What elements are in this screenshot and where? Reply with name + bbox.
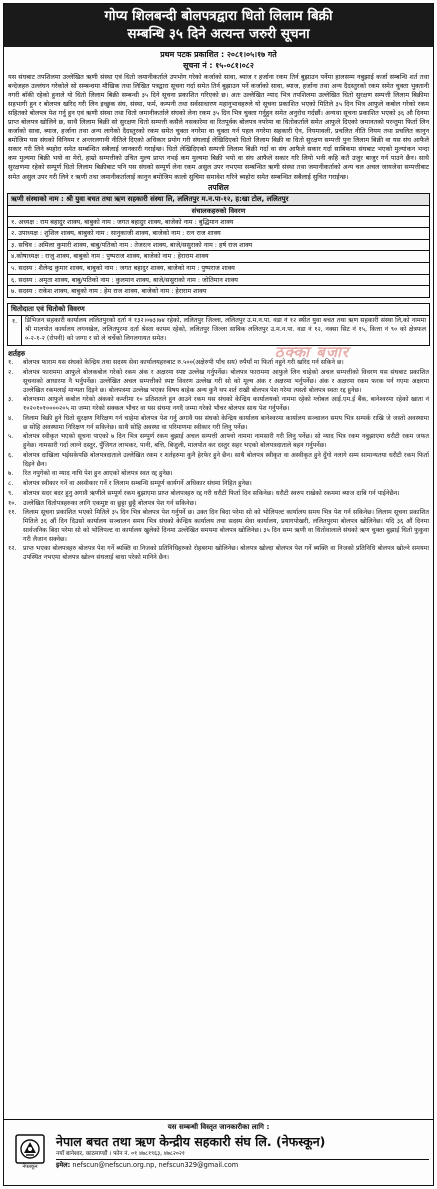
borrower-title: ऋणी संस्थाको नाम : श्री युवा बचत तथा ऋण सहकारी संस्था लि, ललितपुर म.न.पा-१२, ह:खा टोल, ललितपुर (8, 194, 429, 206)
footer-body (4, 1132, 433, 1171)
term-item (4, 452, 433, 471)
term-number: ६. (8, 451, 14, 459)
watermark-text: ठक्का बजार (274, 342, 349, 361)
term-text: बोलपत्र स्वीकृत भएको सूचना पाएको ७ दिन भित्र सम्पुर्ण रकम बुझाई अचल सम्पत्ती आफ्नो नाममा नामसारी गरी लिनु पर्नेछ। सो म्याद भित्र रकम नबुझाएमा धरौटी रकम जफत हुनेछ। नामसारी गर्दा लाग्ने दस्तुर, पुँजिगत लाभकर, पानी, बत्ति, बिजुली, मालपोत कर दस्तुर सहर भएको बोलपत्रदाताले बहन गर्नुपर्नेछ। (23, 433, 429, 450)
term-number: ७. (8, 470, 14, 478)
borrower-box (7, 193, 430, 298)
term-text: उल्लेखित धितोपत्रहरुका लागि एकमुष्ट वा छुट्टा छुट्टै बोलपत्र पेश गर्न सकिनेछ। (23, 499, 197, 507)
notice-meta (4, 47, 433, 71)
term-text: प्राप्त भएका बोलपत्रहरु बोलपत्र पेश गर्ने ब्यक्ति वा निजको प्रतिनिधिहरुको रोहबरमा खोलिनेछ। बोलपत्र खोल्दा बोलपत्र पेश गर्ने ब्यक्ति वा निजको प्रतिनिधि बोलपत्र खोल्ने समयमा उपस्थित नभएमा बोलपत्र खोल्न संघलाई बाधा परेको मानिने छैन। (23, 545, 429, 562)
terms-list (4, 359, 433, 564)
term-item (4, 545, 433, 564)
term-item (4, 369, 433, 396)
term-number: २. (8, 369, 14, 377)
term-item (4, 480, 433, 490)
term-number: ५. (8, 433, 14, 441)
terms-heading: शर्तहरु (8, 349, 26, 359)
term-text: बोलपत्र दाखिला भईसकेपछि बोलपत्रदाताले उल्लेखित रकम र शर्तहरुमा कुनै हेरफेर हुने छैन। साथै बोलपत्र स्वीकृत वा अस्वीकृत हुने दुँगो नलागे सम्म सामान्यतया धरौटी रकम फिर्ता दिइने छैन। (23, 451, 429, 468)
term-item (4, 433, 433, 452)
term-item (4, 396, 433, 415)
term-item (4, 509, 433, 545)
term-item (4, 470, 433, 480)
organization-name: नेपाल बचत तथा ऋण केन्द्रीय सहकारी संघ लि. (नेफस्कून) (56, 1134, 326, 1149)
notice-number: सूचना नं : १५-०८१।०८२ (183, 61, 254, 70)
term-number: ३. (8, 396, 14, 404)
collateral-text-cell (22, 316, 429, 361)
term-number: १. (8, 359, 14, 367)
term-item (4, 500, 433, 510)
first-published-date: प्रथम पटक प्रकाशित : २०८१।०५।१७ गते (160, 50, 277, 59)
contact-heading: यस सम्बन्धी विस्तृत जानकारीका लागि : (164, 1122, 274, 1132)
director-row: ७. सदस्य : राकेश शाक्य, बाबुको नाम : हेम राज शाक्य, बाजेको नाम : हेराराम शाक्य (11, 287, 207, 296)
term-item (4, 359, 433, 369)
collateral-title: धितोदाता एवं धितोको विवरण (8, 304, 429, 316)
contact-footer (4, 1119, 433, 1185)
term-text: लिलाम सूचना प्रकाशित भएको मितिले ३५ दिन भित्र बोलपत्र पेश गर्नुपर्ने छ। उक्त दिन बिदा परेमा सो को भोलिपल्ट कार्यालय समय भित्र पेश गर्न सकिनेछ। लिलाम सूचना प्रकाशित मितिले ३६ औं दिन दिउसो कार्यालय सञ्चालन समय भित्र संघको केन्द्रिय कार्यालय तथा सदस्य सेवा कार्यालय, प्रयागपोखरी, ललितपुरमा बोलपत्र खोलिनेछ। यदि ३६ औं दिनमा सार्वजनिक बिदा परेमा सो को भोलिपल्ट वा कार्यालय खुलेको दिनमा उल्लेखित समयमा बोलपत्र खोलिनेछ। ३५ दिन सम्म ऋणी वा धितोवालाले संघको ऋण चुक्ता बुझाई धितो फुकुवा गरी लैजान सक्नेछ। (23, 509, 429, 543)
notice-page (3, 3, 434, 1186)
term-number: १०. (8, 499, 17, 507)
nefscun-logo-icon (15, 1134, 45, 1164)
director-row: ४.कोषाध्यक्ष : राजु शाक्य, बाबुको नाम : पुष्पराज शाक्य, बाजेको नाम : हेराराम शाक्य (8, 251, 429, 263)
collateral-text: डिभिजन सहकारी कार्यालय ललितपुरको दर्ता नं १३२।०७३।७४ रहेको, ललितपुर जिल्ला, ललितपुर उ.म.न.पा. वडा नं १२ स्थीत युवा बचत तथा ऋण सहकारी संस्था लि,को नाममा श्री मालपोत कार्यालय लगनखेल, ललितपुरमा दर्ता श्रेस्ता कायम रहेको, ललितपुर जिल्ला साबिक ललितपुर उ.म.न.पा. वडा नं १२, नक्सा सिट नं १५, कित्ता नं ९० को क्षेत्रफल ०-२-१-२ (रोपनी) को जग्गा र सो ले चर्चेको लिगलगायत समेत। (25, 316, 426, 342)
footer-details (50, 1134, 429, 1171)
term-text: रित नपुगेको वा म्याद नाघि पेश हुन आएको बोलपत्र स्वत रद्द हुनेछ। (23, 470, 173, 478)
directors-heading: संचालकहरुको विवरण (8, 206, 429, 217)
term-number: १२. (8, 545, 17, 553)
email-label: इमेल: (56, 1161, 71, 1169)
term-item (4, 490, 433, 500)
term-text: बोलपत्र स्वीकार गर्ने वा अस्वीकार गर्ने र लिलाम सम्बन्धि सम्पूर्ण कार्यगर्ने अधिकार संघमा निहित हुनेछ। (23, 480, 252, 488)
tapasil-heading: तपशिल (208, 182, 229, 192)
notice-title-line1: गोप्य शिलबन्दी बोलपत्रद्वारा धितो लिलाम बिक्री (104, 8, 333, 24)
term-text: लिलाम बिक्री हुने धितो सुरक्षण निरिक्षण गर्न चाहेमा बोलपत्र पेश गर्नु अगावै यस संघको केन्द्रिय कार्यालय बानेश्वरमा कार्यालय सञ्चालन समय भित्र सम्पर्क राखि जे जस्तो अवस्थामा छ सोहि अवस्थामा निरिक्षण गर्न सकिनेछ। साथै सोहि अवस्था वा परिमाणमा स्वीकार गरी लिनु पर्नेछ। (23, 414, 429, 431)
term-number: ११. (8, 509, 17, 517)
term-item (4, 415, 433, 434)
director-row: ५. सदस्य : शैलेन्द्र कुमार शाक्य, बाबुको नाम : जगत बहादुर शाक्य, बाजेको नाम : पुष्पराज शाक्य (8, 263, 429, 275)
organization-email (56, 1160, 429, 1171)
notice-header (4, 4, 433, 47)
contact-heading-wrap (4, 1122, 433, 1132)
director-row: १. अध्यक्ष : राम बहादुर शाक्य, बाबुको नाम : जगत बहादुर शाक्य, बाजेको नाम : बुद्धिमान शाक्य (8, 217, 429, 229)
nefscun-logo (10, 1134, 50, 1171)
director-row: ३. सचिव : अमिला कुमारी शाक्य, बाबु/पतिको नाम : तेजरत्न शाक्य, बाजे/ससुराको नाम : हर्ष राज शाक्य (8, 240, 429, 252)
email-addresses[interactable]: nefscun@nefscun.org.np, nefscun329@gmail.com (72, 1161, 239, 1169)
term-number: ४. (8, 414, 14, 422)
logo-caption: नेफस्कून (22, 1164, 38, 1170)
director-row: २. उपाध्यक्ष : शुशिल शाक्य, बाबुको नाम : सानुकाजी शाक्य, बाजेको नाम : रत्न राज शाक्य (8, 228, 429, 240)
organization-address: नयाँ बानेश्वर, काठमाण्डौं । फोन नं. ०१ ४७८१९६३, ४७८२०२१ (56, 1150, 429, 1160)
intro-paragraph: यस संघबाट तपशिलमा उल्लेखित ऋणी संस्था एवं धितो जमानीकर्ताले उपभोग गरेको कर्जाको सावा, ब्याज र हर्जाना रकम तिर्न बुझाउन पर्नेमा हालसम्म नबुझाई कर्जा सम्बन्धि शर्त तथा बन्देजहरु उल्लंघन गरेकोले सो सम्बन्धमा मौखिक तथा लिखित पत्रद्वारा सूचना गर्दा समेत तिर्न बुझाउन पर्ने कर्जाको सावा, ब्याज, हर्जाना तथा अन्य दैदस्तुरको रकम समेत चुक्ता भुक्तानी नगरी बाँकी रहेको हुनाले यो धितो लिलाम बिक्री सम्बन्धी ३५ दिने सूचना प्रकाशित गरिएको छ। अतः उल्लेखित म्याद भित्र तपशिलमा उल्लेखित धितो सुरक्षण सम्पत्ती लिलाम बिक्रीमा सहभागी हुन र बोलपत्र खरिद गरी लिन इच्छुक संघ, संस्था, फर्म, कम्पनी तथा सर्वसाधारण महानुभावहरुले यो सूचना प्रकाशित भएको मितिले ३५ दिन भित्र आफुले कबोल गरेको रकम सहितको बोलपत्र पेश गर्नु हुन एवं ऋणी संस्था तथा धितो जमानीकर्ताले संघको लेना रकम ३५ दिन भित्र चुक्ता गर्नुहुन समेत अनुरोध गर्दछौं। अन्यथा सूचना प्रकाशित भएको ३६ औ दिनमा प्राप्त बोलपत्र खोलिने छ, साथै लिलाम बिक्री सो सुरक्षण धितो सम्पत्ती कसैले नसकारेमा वा रितपूर्वक बोलपत्र नपरेमा वा धितोकर्ताले समेत आफुले दिएको जमानतको परन्तुमा फिर्ता लिन कर्जाको सावा, ब्याज, हर्जाना तथा अन्य लागेको दैदस्तुरको रकम समेत चुक्ता नगरेमा वा चुक्ता गर्न पहल नगरेमा सहकारी ऐन, नियमावली, प्रचलित नीति नियम तथा प्रचलित कानुन बमोजिम यस संघको विनियम र अन्तरलगानी नीतिले दिएको अधिकार प्रयोग गरी संघलाई लेखिदिएको धितो लिलाम बिक्री वा धितो सुरक्षण सम्पत्ती पुनः लिलाम बिक्री वा यस संघ आफैले सकार गरी लिने ब्यहोरा समेत सम्बन्धित सबैलाई जानकारी गराईन्छ। धितो लेखिदिएको सम्पत्ती लिलाम बिक्री गर्दा वा संघ आफैले सकार गर्दा साबिकमा संघबाट भएको मुल्यांकन भन्दा कम मुल्यमा बिक्री भयो वा मेरो, हाम्रो सम्पत्तीको उचित मुल्य प्राप्त नभई कम मुल्यमा बिक्री भयो वा संघ आफैले सकार गरि लियो भनी कहि कतै उजुर बाजुर गर्न पाउने छैन। साथै सुरक्षणमा रहेको सम्पूर्ण धितो लिलाम बिक्रीबाट पनि यस संघको सम्पूर्ण लेना रकम असुल उपर नभएमा सम्बन्धित ऋणी संस्था तथा जमानीकर्ताको अन्य चल अचल जायजेथा सम्पत्तीबाट समेत असुल उपर गरी लिने र ऋणी तथा जमानीकर्तालाई कानुन बमोजिम कालो सुचिमा समावेश गरिने ब्यहोरा समेत सम्बन्धित सबैलाई सुचित गराईन्छ। (8, 73, 429, 181)
term-text: बोलपत्र फाराममा आफुले बोलकबोल गरेको रकम अंक र अक्षरमा स्पष्ट उल्लेख गर्नुपर्नेछ। बोलपत्र फाराममा आफुले लिन चाहेको अचल सम्पत्तीको विवरण यस संघबाट प्रकाशित सूचनाको आधारमा नै भर्नुपर्नेछ। उल्लेखित अचल सम्पत्तीको स्पष्ट विवरण उल्लेख गरी सो को मूल्य अंक र अक्षरमा भर्नुपर्नेछ। अंक र अक्षरमा रकम फरक पर्न गएमा अक्षरमा उल्लेखित रकमलाई मान्यता दिइने छ। बोलपत्रमा उल्लेख भएका विषय बाहेक अन्य कुनै थप शर्त राखी बोलपत्र पेश गरेमा त्यस्तो बोलपत्र स्वतः रद्द हुनेछ। (23, 369, 429, 394)
collateral-number: १. (8, 316, 22, 346)
director-row: ६. सदस्य : अमृता शाक्य, बाबु/पतिको नाम : कुलमान शाक्य, बाजे/ससुराको नाम : जोतिमान शाक्य (8, 275, 429, 287)
term-number: ९. (8, 489, 14, 497)
term-text: बोलपत्र फाराम यस संघको केन्द्रिय तथा सदस्य सेवा कार्यालयहरुबाट रु.५००(अक्षेरुपी पाँच सय) रुपैयाँ मा फिर्ता नहुने गरी खरिद गर्न सकिने छ। (23, 359, 344, 367)
term-number: ८. (8, 480, 14, 488)
term-text: बोलपत्र सदर बदर हुनु अगावै ऋणीले सम्पूर्ण रकम बुझाएमा प्राप्त बोलपत्रहरु रद्द गरी धरौटी फिर्ता दिन सकिनेछ। धरौटी स्वरुप राखेको रकममा ब्याज दाबि गर्न पाईनेछैन। (23, 489, 400, 497)
notice-title-line2: सम्बन्धि ३५ दिने अत्यन्त जरुरी सूचना (127, 26, 310, 42)
term-text: बोलपत्रमा आफुले कबोल गरेको अंकको कम्तीमा १० प्रतिशतले हुन आउने रकम यस संघको केन्द्रिय कार्यालयको नाममा रहेको ग्लोबल आई.एम.ई बैंक, बानेश्वरमा रहेको खाता नं १०२०१०१००००२०५ मा जम्मा गरेको सक्कल भौचर वा यस संघमा नगदै जम्मा गरेको भौचर बोलपत्र साथ पेश गर्नुपर्नेछ। (23, 396, 429, 413)
